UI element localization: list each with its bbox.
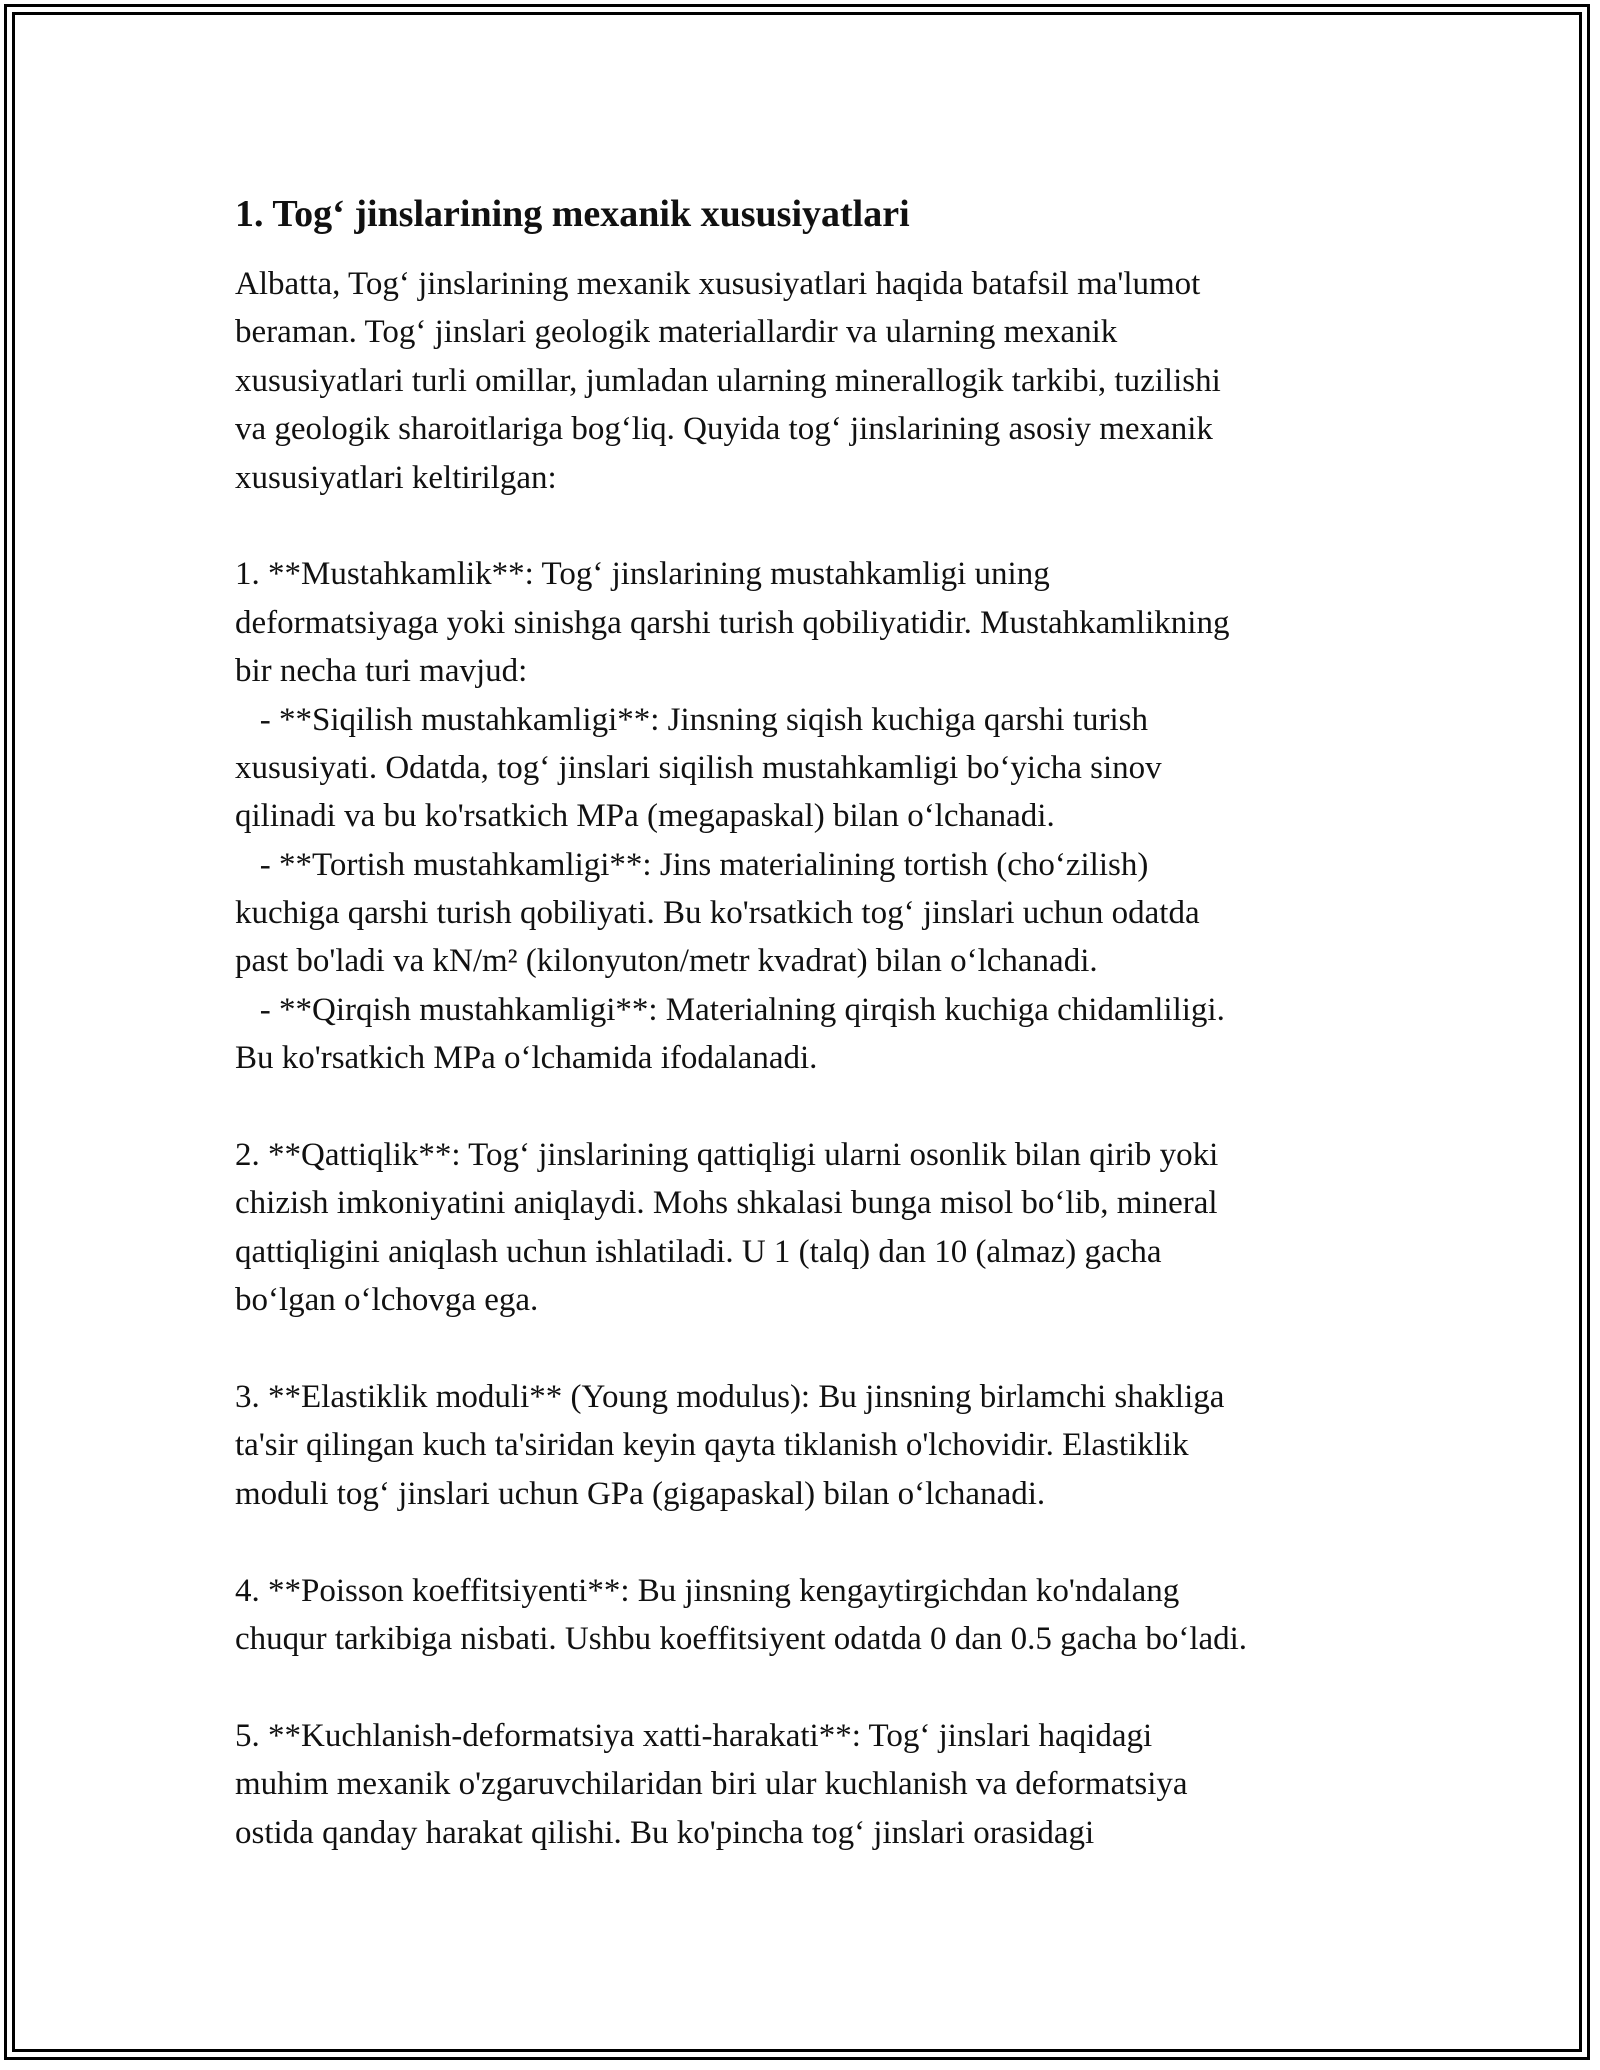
text-line: Albatta, Tog‘ jinslarining mexanik xususiyatlari haqida batafsil ma'lumot <box>235 266 1201 302</box>
blank-line <box>235 1325 1385 1373</box>
text-line: deformatsiyaga yoki sinishga qarshi turish qobiliyatidir. Mustahkamlikning <box>235 604 1230 641</box>
text-line: 1. **Mustahkamlik**: Tog‘ jinslarining mustahkamligi uning <box>235 556 1050 593</box>
blank-line <box>235 1518 1385 1566</box>
text-line: - **Siqilish mustahkamligi**: Jinsning siqish kuchiga qarshi turish <box>235 701 1148 738</box>
text-line: moduli tog‘ jinslari uchun GPa (gigapaskal) bilan o‘lchanadi. <box>235 1475 1046 1512</box>
blank-line <box>235 1663 1385 1711</box>
text-line: 3. **Elastiklik moduli** (Young modulus): Bu jinsning birlamchi shakliga <box>235 1378 1225 1415</box>
page-title: 1. Tog‘ jinslarining mexanik xususiyatlari <box>235 193 910 235</box>
text-line: bir necha turi mavjud: <box>235 653 528 690</box>
text-line: 4. **Poisson koeffitsiyenti**: Bu jinsning kengaytirgichdan ko'ndalang <box>235 1572 1180 1609</box>
text-line: 2. **Qattiqlik**: Tog‘ jinslarining qattiqligi ularni osonlik bilan qirib yoki <box>235 1137 1219 1174</box>
text-line: - **Tortish mustahkamligi**: Jins materialining tortish (cho‘zilish) <box>235 846 1149 883</box>
text-line: muhim mexanik o'zgaruvchilaridan biri ular kuchlanish va deformatsiya <box>235 1766 1188 1803</box>
text-line: chuqur tarkibiga nisbati. Ushbu koeffitsiyent odatda 0 dan 0.5 gacha bo‘ladi. <box>235 1620 1248 1657</box>
blank-line <box>235 1083 1385 1131</box>
text-line: 5. **Kuchlanish-deformatsiya xatti-harakati**: Tog‘ jinslari haqidagi <box>235 1717 1153 1754</box>
text-line: xususiyatlari keltirilgan: <box>235 459 557 496</box>
text-line: qilinadi va bu ko'rsatkich MPa (megapaskal) bilan o‘lchanadi. <box>235 798 1055 835</box>
text-line: bo‘lgan o‘lchovga ega. <box>235 1282 539 1319</box>
text-line: ta'sir qilingan kuch ta'siridan keyin qayta tiklanish o'lchovidir. Elastiklik <box>235 1427 1189 1464</box>
text-line: xususiyati. Odatda, tog‘ jinslari siqilish mustahkamligi bo‘yicha sinov <box>235 749 1162 786</box>
blank-line <box>235 502 1385 550</box>
text-line: - **Qirqish mustahkamligi**: Materialning qirqish kuchiga chidamliligi. <box>235 991 1225 1028</box>
text-line: ostida qanday harakat qilishi. Bu ko'pincha tog‘ jinslari orasidagi <box>235 1814 1095 1851</box>
text-line: qattiqligini aniqlash uchun ishlatiladi. U 1 (talq) dan 10 (almaz) gacha <box>235 1233 1162 1270</box>
text-line: beraman. Tog‘ jinslari geologik materiallardir va ularning mexanik <box>235 314 1118 351</box>
text-line: Bu ko'rsatkich MPa o‘lchamida ifodalanadi. <box>235 1040 818 1077</box>
text-line: xususiyatlari turli omillar, jumladan ularning minerallogik tarkibi, tuzilishi <box>235 362 1221 399</box>
text-lines <box>235 260 1385 1857</box>
text-line: past bo'ladi va kN/m² (kilonyuton/metr kvadrat) bilan o‘lchanadi. <box>235 943 1098 980</box>
document-body <box>235 186 1385 1857</box>
text-line: kuchiga qarshi turish qobiliyati. Bu ko'rsatkich tog‘ jinslari uchun odatda <box>235 895 1200 932</box>
text-line: va geologik sharoitlariga bog‘liq. Quyida tog‘ jinslarining asosiy mexanik <box>235 411 1213 448</box>
text-line: chizish imkoniyatini aniqlaydi. Mohs shkalasi bunga misol bo‘lib, mineral <box>235 1185 1218 1222</box>
